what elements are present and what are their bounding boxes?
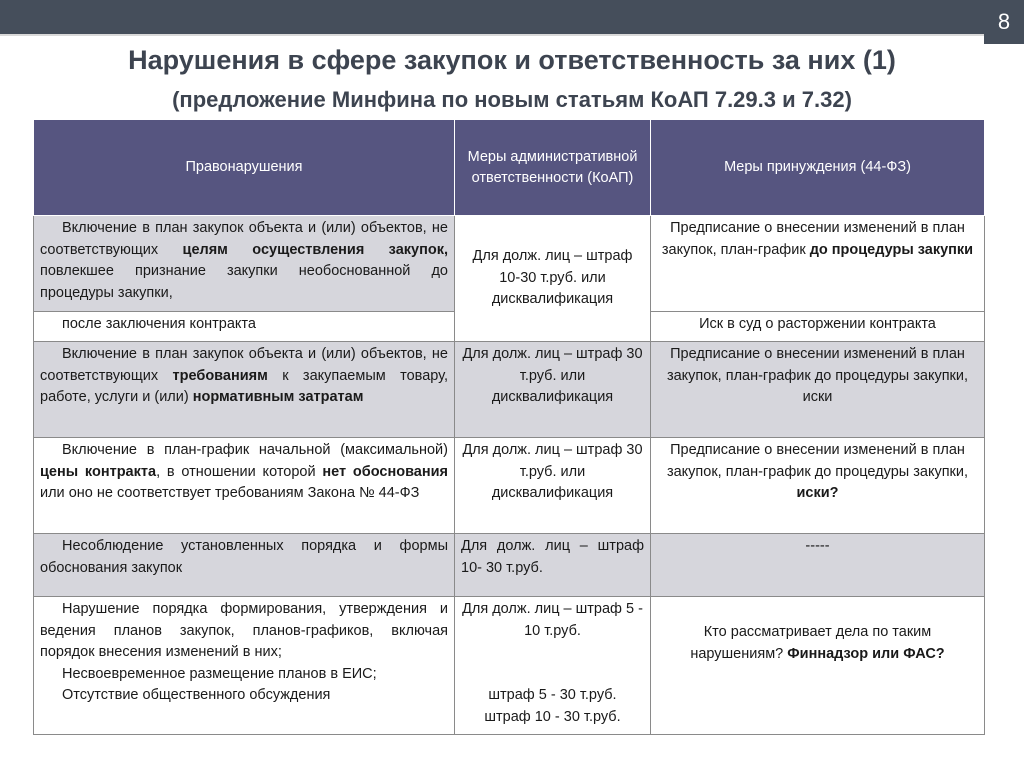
top-bar	[0, 0, 1024, 34]
measure-cell: Кто рассматривает дела по таким нарушениям? Финнадзор или ФАС?	[651, 597, 985, 735]
table-row	[34, 216, 985, 312]
table-row	[34, 438, 985, 534]
header-violations: Правонарушения	[34, 120, 455, 216]
measure-cell: Предписание о внесении изменений в план закупок, план-график до процедуры закупки, иски	[651, 342, 985, 438]
violation-cell: Несоблюдение установленных порядка и формы обоснования закупок	[34, 534, 455, 597]
admin-cell: Для долж. лиц – штраф 30 т.руб. или дисквалификация	[455, 342, 651, 438]
slide-subtitle: (предложение Минфина по новым статьям КоАП 7.29.3 и 7.32)	[172, 87, 852, 112]
admin-cell: Для долж. лиц – штраф 10-30 т.руб. или дисквалификация	[455, 216, 651, 342]
table-row	[34, 597, 985, 735]
violation-cell: Включение в план закупок объекта и (или) объектов, не соответствующих требованиям к закупаемым товару, работе, услуги и (или) нормативным затратам	[34, 342, 455, 438]
measure-cell: Предписание о внесении изменений в план закупок, план-график до процедуры закупки	[651, 216, 985, 312]
violations-table	[33, 119, 985, 735]
violation-cell: Включение в план закупок объекта и (или) объектов, не соответствующих целям осуществления закупок, повлекшее признание закупки необоснованной до процедуры закупки,	[34, 216, 455, 312]
header-row	[34, 120, 985, 216]
header-coercive-measures: Меры принуждения (44-ФЗ)	[651, 120, 985, 216]
divider	[0, 34, 984, 36]
page-number: 8	[984, 0, 1024, 44]
violation-cell: Нарушение порядка формирования, утверждения и ведения планов закупок, планов-графиков, включая порядок внесения изменений в них; Несвоевременное размещение планов в ЕИС; Отсутствие общественного обсуждения	[34, 597, 455, 735]
violation-cell: после заключения контракта	[34, 312, 455, 342]
slide-title: Нарушения в сфере закупок и ответственность за них (1)	[128, 45, 896, 75]
admin-cell: Для долж. лиц – штраф 10- 30 т.руб.	[455, 534, 651, 597]
admin-cell: Для долж. лиц – штраф 30 т.руб. или дисквалификация	[455, 438, 651, 534]
table-row	[34, 534, 985, 597]
measure-cell: Предписание о внесении изменений в план закупок, план-график до процедуры закупки, иски?	[651, 438, 985, 534]
admin-cell: Для долж. лиц – штраф 5 - 10 т.руб. штраф 5 - 30 т.руб. штраф 10 - 30 т.руб.	[455, 597, 651, 735]
table-row	[34, 342, 985, 438]
violation-cell: Включение в план-график начальной (максимальной) цены контракта, в отношении которой нет обоснования или оно не соответствует требованиям Закона № 44-ФЗ	[34, 438, 455, 534]
header-admin-measures: Меры административной ответственности (КоАП)	[455, 120, 651, 216]
measure-cell: Иск в суд о расторжении контракта	[651, 312, 985, 342]
measure-cell: -----	[651, 534, 985, 597]
